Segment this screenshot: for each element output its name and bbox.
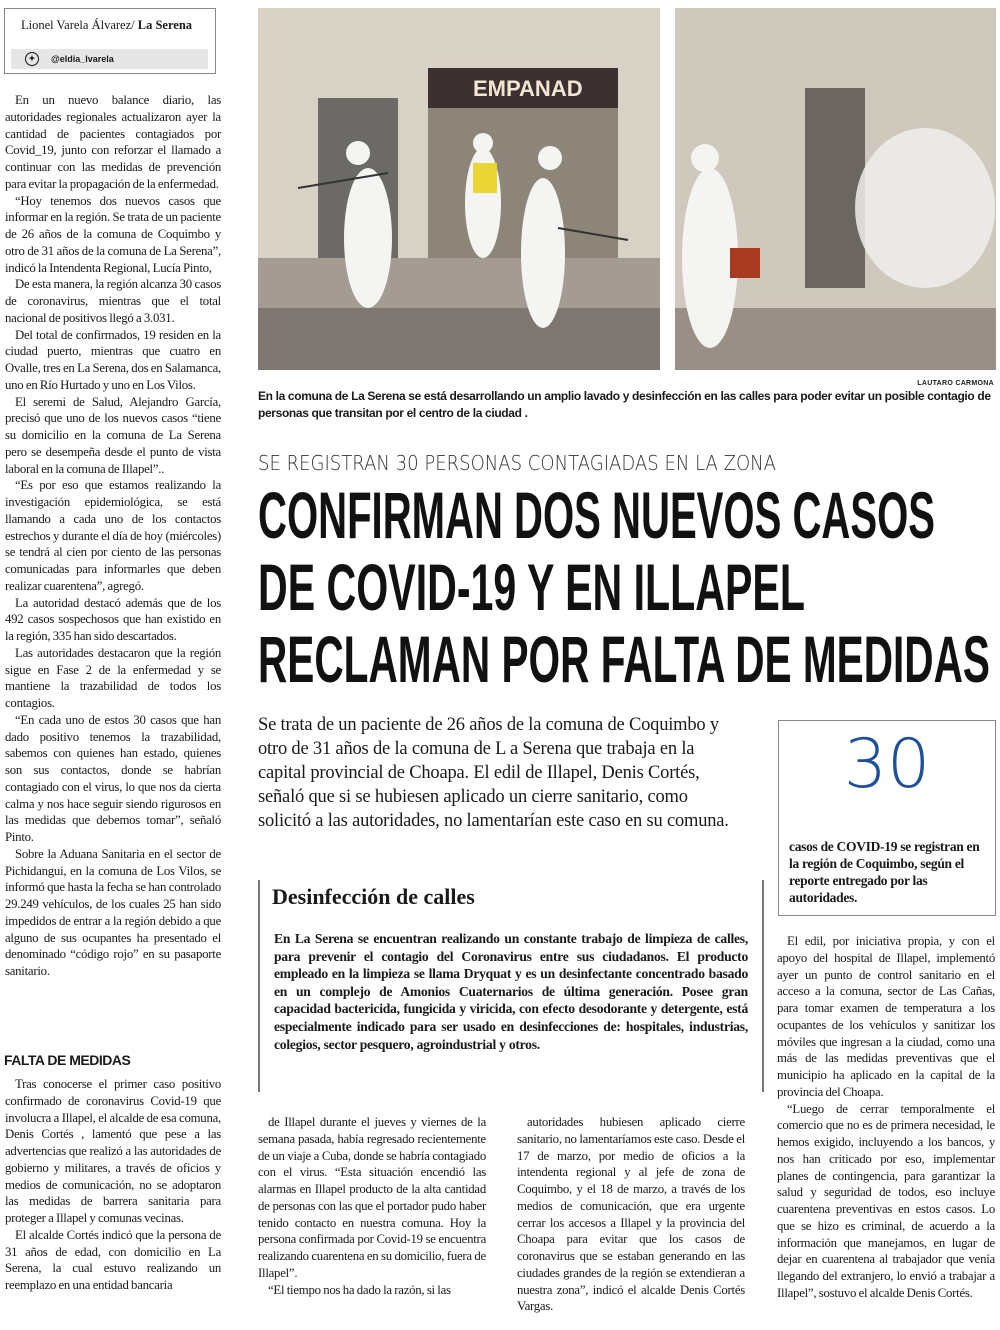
subhead-falta-de-medidas: FALTA DE MEDIDAS	[4, 1052, 131, 1068]
sidebar-title: Desinfección de calles	[272, 884, 475, 909]
paragraph: “Luego de cerrar temporalmente el comercio que no es de primera necesidad, le hemos exigido, incluyendo a los bancos, y nos han criticado por eso, implementar planes de contingencia, para garantizar la salud y seguridad de todos, eso incluye cuarentena preventivas en estos casos. Lo que se hizo es criminal, de acuerdo a la información que manejamos, en lugar de dejar en cuarentena al trabajador que venía llegando del extranjero, lo envió a trabajar a Illapel”, sostuvo el alcalde Denis Cortés.	[777, 1101, 995, 1300]
paragraph: “Hoy tenemos dos nuevos casos que informar en la región. Se trata de un paciente de 26 años de la comuna de Coquimbo y otro de 31 años de la comuna de La Serena”, indicó la Intendenta Regional, Lucía Pinto,	[5, 193, 221, 275]
twitter-bird-icon: ✦	[25, 52, 39, 66]
column-3-text	[517, 1114, 745, 1315]
author-name: Lionel Varela Álvarez/	[21, 18, 135, 32]
column-2-text	[258, 1114, 486, 1298]
article-column-1-continued	[5, 1076, 221, 1294]
article-column-1	[5, 92, 221, 980]
storefront-sign: EMPANAD	[473, 76, 583, 101]
paragraph: “El tiempo nos ha dado la razón, si las	[268, 1282, 451, 1297]
article-column-4	[777, 933, 995, 1302]
column-4-text	[777, 933, 995, 1302]
byline-box	[4, 8, 216, 74]
headline-line-1: CONFIRMAN DOS NUEVOS CASOS	[258, 482, 935, 552]
article-column-3	[517, 1114, 745, 1315]
twitter-handle: @eldia_lvarela	[51, 54, 114, 64]
paragraph: La autoridad destacó además que de los 492 casos sospechosos que han existido en la región, 335 han sido descartados.	[5, 595, 221, 643]
paragraph: autoridades hubiesen aplicado cierre sanitario, no lamentaríamos este caso. Desde el 17 de marzo, por medio de oficios a la intendenta regional y al jefe de zona de Coquimbo, y el 18 de marzo, a través de los medios de comunicación, que era urgente cerrar los accesos a Illapel y la provincia del Choapa para evitar que los casos de coronavirus que se estaban generando en las ciudades grandes de la región se extendieran a nuestra zona”, indicó el alcalde Denis Cortés Vargas.	[517, 1115, 745, 1314]
sidebar-body: En La Serena se encuentran realizando un constante trabajo de limpieza de calles, para prevenir el contagio del Coronavirus entre sus ciudadanos. El producto empleado en la limpieza se llama Dryquat y es un desinfectante concentrado basado en un complejo de Amonios Cuaternarios de última generación. Posee gran capacidad bactericida, fungicida y viricida, con efecto desodorante y detergente, está especialmente indicado para ser usado en desinfecciones de: hospitales, industrias, colegios, sector pesquero, agroindustrial y otros.	[274, 931, 748, 1052]
stat-box	[778, 720, 996, 916]
paragraph: De esta manera, la región alcanza 30 casos de coronavirus, mientras que el total nacional de positivos llegó a 3.031.	[5, 277, 221, 325]
paragraph: de Illapel durante el jueves y viernes de la semana pasada, había regresado recientemente de un viaje a Cuba, donde se habría contagiado con el virus. “Esta situación encendió las alarmas en Illapel producto de la alta cantidad de personas con las que el portador pudo haber tenido contacto en nuestra comuna. Hoy la persona confirmada por Covid-19 se encuentra realizando cuarentena en su domicilio, fuera de Illapel”.	[258, 1115, 486, 1280]
paragraph: El edil, por iniciativa propia, y con el apoyo del hospital de Illapel, implementó ayer un punto de control sanitario en el acceso a la comuna, sector de Las Cañas, para tomar examen de temperatura a los ocupantes de los vehículos y sanitizar los móviles que ingresan a la ciudad, como una más de las medidas preventivas que el municipio ha aplicado en la capital de la provincia del Choapa.	[777, 934, 995, 1099]
photo-street-disinfection-right	[675, 8, 996, 370]
byline-location: La Serena	[137, 18, 193, 32]
headline	[258, 482, 998, 702]
paragraph: Tras conocerse el primer caso positivo confirmado de coronavirus Covid-19 que involucra a Illapel, el alcalde de esa comuna, Denis Cortés , lamentó que pese a las advertencias que realizó a las autoridades de gobierno y militares, a través de oficios y medios de comunicación, no se adoptaron las medidas de barrera sanitaria para proteger a Illapel y comunas vecinas.	[5, 1077, 221, 1225]
column-1-continued-text	[5, 1076, 221, 1294]
article-column-2	[258, 1114, 486, 1298]
photo-scene-left	[258, 8, 660, 370]
paragraph: Las autoridades destacaron que la región sigue en Fase 2 de la enfermedad y se mantiene la trazabilidad de todos los contagios.	[5, 645, 221, 710]
paragraph: En un nuevo balance diario, las autoridades regionales actualizaron ayer la cantidad de pacientes contagiados por Covid_19, junto con reforzar el llamado a continuar con las medidas de prevención para evitar la propagación de la enfermedad.	[5, 93, 221, 191]
twitter-handle-bar	[11, 49, 208, 69]
column-1-text	[5, 92, 221, 980]
byline-author	[21, 18, 192, 33]
deck-summary: Se trata de un paciente de 26 años de la comuna de Coquimbo y otro de 31 años de la comuna de L a Serena que trabaja en la capital provincial de Choapa. El edil de Illapel, Denis Cortés, señaló que si se hubiesen aplicado un cierre sanitario, como solicitó a las autoridades, no lamentarían este caso en su comuna.	[258, 715, 729, 831]
paragraph: Sobre la Aduana Sanitaria en el sector de Pichidangui, en la comuna de Los Vilos, se informó que hasta la fecha se han controlado 29.249 vehículos, de los cuales 25 han sido impedidos de entrar a la región debido a que alguno de sus ocupantes ha presentado el denominado “código rojo” en su pasaporte sanitario.	[5, 846, 221, 978]
sidebar-box-disinfection	[258, 880, 764, 1092]
photo-street-disinfection-left	[258, 8, 660, 370]
kicker	[258, 450, 788, 478]
paragraph: “Es por eso que estamos realizando la investigación epidemiológica, se está llamando a cada uno de los contactos estrechos y durante el día de hoy (miércoles) se tendrá al cien por ciento de las personas comunicadas para informarles que deben realizar cuarentena”, agregó.	[5, 478, 221, 593]
stat-text: casos de COVID-19 se registran en la región de Coquimbo, según el reporte entregado por las autoridades.	[789, 839, 980, 905]
headline-line-2: DE COVID-19 Y EN ILLAPEL	[258, 550, 805, 624]
stat-number: 30	[843, 725, 931, 804]
kicker-text: SE REGISTRAN 30 PERSONAS CONTAGIADAS EN LA ZONA	[258, 451, 777, 475]
photo-caption: En la comuna de La Serena se está desarrollando un amplio lavado y desinfección en las calles para poder evitar un posible contagio de personas que transitan por el centro de la ciudad .	[258, 389, 991, 420]
paragraph: Del total de confirmados, 19 residen en la ciudad puerto, mientras que cuatro en Ovalle, tres en La Serena, dos en Salamanca, uno en Río Hurtado y uno en Los Vilos.	[5, 327, 221, 392]
paragraph: El seremi de Salud, Alejandro García, precisó que uno de los nuevos casos “tiene su domicilio en la comuna de La Serena pero se desempeña desde el punto de vista laboral en la comuna de Illapel”..	[5, 394, 221, 476]
paragraph: “En cada uno de estos 30 casos que han dado positivo tenemos la trazabilidad, sabemos con quienes han estado, quienes son sus contactos, donde se habrían contagiado con el virus, lo que nos da cierta calma y nos hace seguir siendo rigurosos en las medidas que debemos tomar”, señaló Pinto.	[5, 712, 221, 844]
photo-scene-right	[675, 8, 996, 370]
headline-line-3: RECLAMAN POR FALTA DE MEDIDAS	[258, 622, 990, 696]
paragraph: El alcalde Cortés indicó que la persona de 31 años de edad, con domicilio en La Serena, la cual estuvo realizando un reemplazo en una entidad bancaria	[5, 1227, 221, 1292]
photo-credit: LAUTARO CARMONA	[917, 380, 994, 387]
